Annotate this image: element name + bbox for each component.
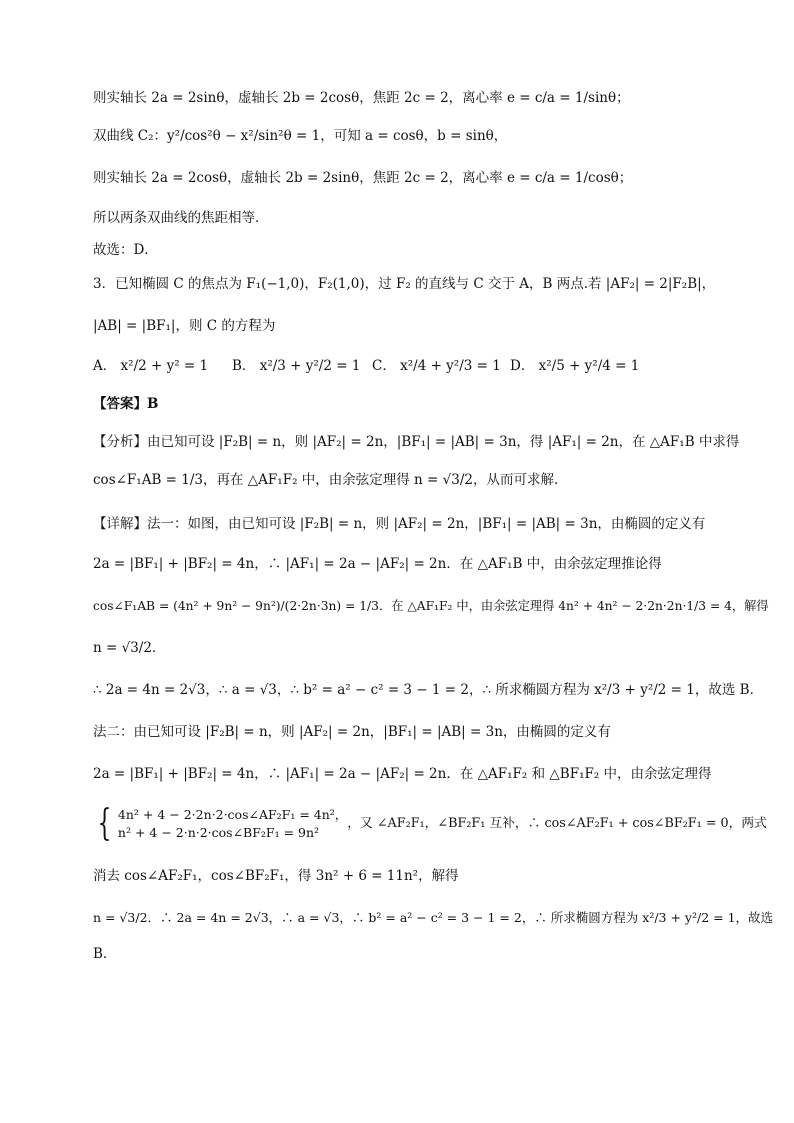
text-line-2: 双曲线 C₂：y²/cos²θ − x²/sin²θ = 1，可知 a = cosθ，b = sinθ，: [93, 128, 508, 144]
option-d: D． x²/5 + y²/4 = 1: [510, 358, 640, 374]
option-b: B． x²/3 + y²/2 = 1: [232, 358, 361, 374]
equation-system: [93, 803, 767, 844]
method-2-line-4: n = √3/2．∴ 2a = 4n = 2√3，∴ a = √3，∴ b² = a² − c² = 3 − 1 = 2，∴ 所求椭圆方程为 x²/3 + y²/2 = 1，故选: [93, 910, 774, 925]
option-a: A． x²/2 + y² = 1: [93, 358, 209, 374]
detail-line-5: ∴ 2a = 4n = 2√3，∴ a = √3，∴ b² = a² − c² = 3 − 1 = 2，∴ 所求椭圆方程为 x²/3 + y²/2 = 1，故选 B．: [93, 682, 764, 698]
text-line-5: 故选：D．: [93, 242, 158, 258]
method-2-line-2: 2a = |BF₁| + |BF₂| = 4n，∴ |AF₁| = 2a − |AF₂| = 2n．在 △AF₁F₂ 和 △BF₁F₂ 中，由余弦定理得: [93, 766, 712, 782]
method-2-line-3: 消去 cos∠AF₂F₁，cos∠BF₂F₁，得 3n² + 6 = 11n²，解得: [93, 868, 459, 884]
system-tail-text: ，又 ∠AF₂F₁，∠BF₂F₁ 互补，∴ cos∠AF₂F₁ + cos∠BF₂F₁ = 0，两式: [347, 815, 767, 831]
text-line-3: 则实轴长 2a = 2cosθ，虚轴长 2b = 2sinθ，焦距 2c = 2，离心率 e = c/a = 1/cosθ；: [93, 170, 633, 186]
system-brace: { 4n² + 4 − 2·2n·2·cos∠AF₂F₁ = 4n²， n² + 4 − 2·n·2·cos∠BF₂F₁ = 9n²: [97, 803, 348, 844]
method-2-line-5: B．: [93, 946, 117, 962]
detail-line-4: n = √3/2．: [93, 640, 166, 656]
text-line-1: 则实轴长 2a = 2sinθ，虚轴长 2b = 2cosθ，焦距 2c = 2，离心率 e = c/a = 1/sinθ；: [93, 90, 630, 106]
text-line-4: 所以两条双曲线的焦距相等．: [93, 210, 269, 226]
detail-line-1: 【详解】法一：如图，由已知可设 |F₂B| = n，则 |AF₂| = 2n，|BF₁| = |AB| = 3n，由椭圆的定义有: [93, 516, 706, 532]
system-equation-1: 4n² + 4 − 2·2n·2·cos∠AF₂F₁ = 4n²，: [117, 806, 348, 822]
question-3-line-1: 3．已知椭圆 C 的焦点为 F₁(−1,0)，F₂(1,0)，过 F₂ 的直线与 C 交于 A，B 两点.若 |AF₂| = 2|F₂B|，: [93, 276, 716, 292]
question-3-line-2: |AB| = |BF₁|，则 C 的方程为: [93, 318, 276, 334]
method-2-line-1: 法二：由已知可设 |F₂B| = n，则 |AF₂| = 2n，|BF₁| = |AB| = 3n，由椭圆的定义有: [93, 724, 611, 740]
option-c: C． x²/4 + y²/3 = 1: [372, 358, 501, 374]
analysis-line-1: 【分析】由已知可设 |F₂B| = n，则 |AF₂| = 2n，|BF₁| = |AB| = 3n，得 |AF₁| = 2n，在 △AF₁B 中求得: [93, 434, 740, 450]
system-equation-2: n² + 4 − 2·n·2·cos∠BF₂F₁ = 9n²: [117, 825, 320, 840]
answer-line: 【答案】B: [93, 396, 159, 412]
analysis-line-2: cos∠F₁AB = 1/3，再在 △AF₁F₂ 中，由余弦定理得 n = √3/2，从而可求解.: [93, 472, 559, 488]
detail-line-3: cos∠F₁AB = (4n² + 9n² − 9n²)/(2·2n·3n) = 1/3．在 △AF₁F₂ 中，由余弦定理得 4n² + 4n² − 2·2n·2n·1/3 = 4，解得: [93, 599, 769, 613]
detail-line-2: 2a = |BF₁| + |BF₂| = 4n，∴ |AF₁| = 2a − |AF₂| = 2n．在 △AF₁B 中，由余弦定理推论得: [93, 556, 662, 572]
